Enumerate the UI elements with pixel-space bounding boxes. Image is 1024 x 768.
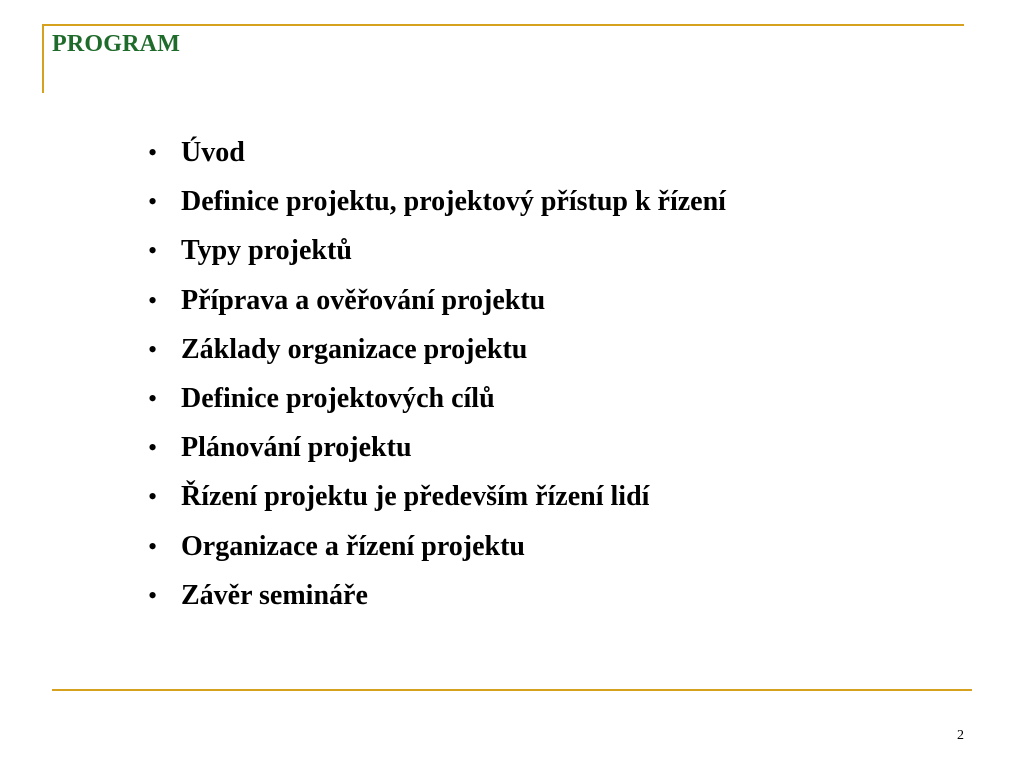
agenda-item [148, 378, 726, 427]
agenda-item [148, 427, 726, 476]
bullet-icon: • [148, 482, 158, 512]
bullet-icon: • [148, 187, 158, 217]
bullet-icon: • [148, 433, 158, 463]
agenda-item-label: Organizace a řízení projektu [181, 530, 525, 562]
footer-rule [52, 689, 972, 691]
agenda-item [148, 280, 726, 329]
agenda-item-label: Úvod [181, 137, 245, 168]
agenda-item-label: Typy projektů [181, 235, 352, 267]
agenda-item [148, 230, 726, 279]
agenda-item [148, 132, 726, 181]
agenda-item-label: Řízení projektu je především řízení lidí [181, 481, 650, 513]
agenda-item-label: Plánování projektu [181, 432, 412, 464]
agenda-item [148, 329, 726, 378]
agenda-item [148, 575, 726, 624]
agenda-item-label: Příprava a ověřování projektu [181, 284, 546, 316]
bullet-icon: • [148, 334, 158, 364]
agenda-item-label: Závěr semináře [181, 579, 368, 611]
title-side-rule [42, 25, 44, 93]
agenda-list [148, 132, 726, 624]
agenda-item [148, 476, 726, 525]
bullet-icon: • [148, 383, 158, 413]
agenda-item-label: Definice projektových cílů [181, 382, 495, 414]
bullet-icon: • [148, 531, 158, 561]
agenda-item [148, 181, 726, 230]
agenda-item-label: Základy organizace projektu [181, 333, 528, 365]
agenda-item [148, 526, 726, 575]
bullet-icon: • [148, 236, 158, 266]
slide-title: PROGRAM [52, 31, 181, 57]
bullet-icon: • [148, 138, 158, 167]
agenda-item-label: Definice projektu, projektový přístup k řízení [181, 186, 726, 218]
bullet-icon: • [148, 580, 158, 610]
bullet-icon: • [148, 285, 158, 315]
page-number: 2 [957, 728, 964, 743]
title-top-rule [42, 24, 964, 26]
